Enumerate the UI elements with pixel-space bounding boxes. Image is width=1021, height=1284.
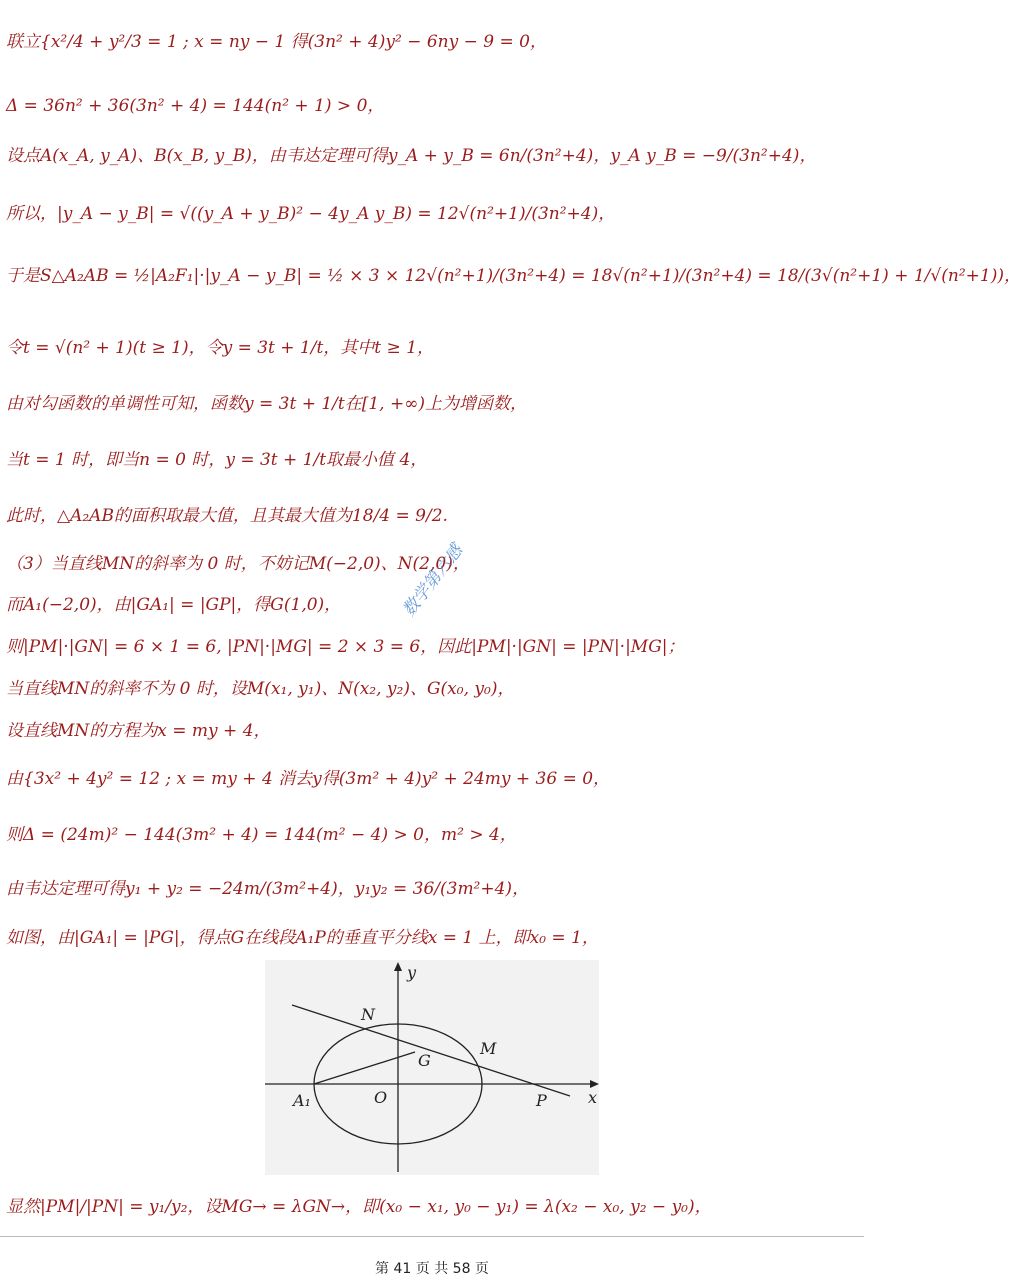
eq-line-16: 则Δ = (24m)² − 144(3m² + 4) = 144(m² − 4) > 0，m² > 4， [6,825,517,845]
y-axis-arrow-icon [394,962,402,971]
eq-line-3: 设点A(x_A, y_A)、B(x_B, y_B)，由韦达定理可得y_A + y_B = 6n/(3n²+4)，y_A y_B = −9/(3n²+4)， [6,146,817,166]
eq-line-18: 如图，由|GA₁| = |PG|，得点G在线段A₁P的垂直平分线x = 1 上，即x₀ = 1， [6,928,599,948]
ellipse-diagram [265,960,599,1175]
eq-line-1: 联立{x²/4 + y²/3 = 1 ; x = ny − 1 得(3n² + 4)y² − 6ny − 9 = 0， [6,32,547,52]
eq-line-13: 当直线MN的斜率不为 0 时，设M(x₁, y₁)、N(x₂, y₂)、G(x₀, y₀)， [6,679,515,699]
eq-line-7: 由对勾函数的单调性可知，函数y = 3t + 1/t在[1, +∞)上为增函数， [6,394,528,414]
footer-divider [0,1236,864,1237]
eq-line-5: 于是S△A₂AB = ½|A₂F₁|·|y_A − y_B| = ½ × 3 × 12√(n²+1)/(3n²+4) = 18√(n²+1)/(3n²+4) = 18/(3√(n²+1) + 1/√(n²+1))， [6,266,1021,286]
label-p: P [536,1091,547,1110]
eq-line-4: 所以，|y_A − y_B| = √((y_A + y_B)² − 4y_A y_B) = 12√(n²+1)/(3n²+4)， [6,204,616,224]
line-mn [292,1005,570,1096]
label-m: M [480,1039,497,1058]
ellipse-figure [265,960,599,1175]
segment-a1-g [314,1052,415,1084]
label-n: N [361,1005,375,1024]
x-axis-arrow-icon [590,1080,599,1088]
eq-line-9: 此时，△A₂AB的面积取最大值，且其最大值为18/4 = 9/2. [6,506,448,526]
label-x: x [588,1088,598,1107]
page-number: 第 41 页 共 58 页 [375,1261,489,1277]
eq-line-15: 由{3x² + 4y² = 12 ; x = my + 4 消去y得(3m² + 4)y² + 24my + 36 = 0， [6,769,611,789]
eq-line-17: 由韦达定理可得y₁ + y₂ = −24m/(3m²+4)，y₁y₂ = 36/(3m²+4)， [6,879,530,899]
eq-line-14: 设直线MN的方程为x = my + 4， [6,721,271,741]
eq-line-11: 而A₁(−2,0)，由|GA₁| = |GP|，得G(1,0)， [6,595,342,615]
label-g: G [418,1051,431,1070]
label-o: O [374,1088,388,1107]
eq-line-8: 当t = 1 时，即当n = 0 时，y = 3t + 1/t取最小值 4， [6,450,428,470]
eq-line-10: （3）当直线MN的斜率为 0 时，不妨记M(−2,0)、N(2,0)， [6,554,470,574]
eq-line-6: 令t = √(n² + 1)(t ≥ 1)，令y = 3t + 1/t，其中t ≥ 1， [6,338,435,358]
eq-line-19: 显然|PM|/|PN| = y₁/y₂，设MG→ = λGN→，即(x₀ − x₁, y₀ − y₁) = λ(x₂ − x₀, y₂ − y₀)， [6,1197,712,1217]
label-a1: A₁ [293,1091,311,1110]
watermark-text: 数学第六感 [398,541,468,621]
label-y: y [407,963,417,982]
eq-line-2: Δ = 36n² + 36(3n² + 4) = 144(n² + 1) > 0， [6,96,385,116]
eq-line-12: 则|PM|·|GN| = 6 × 1 = 6, |PN|·|MG| = 2 × 3 = 6，因此|PM|·|GN| = |PN|·|MG|； [6,637,685,657]
